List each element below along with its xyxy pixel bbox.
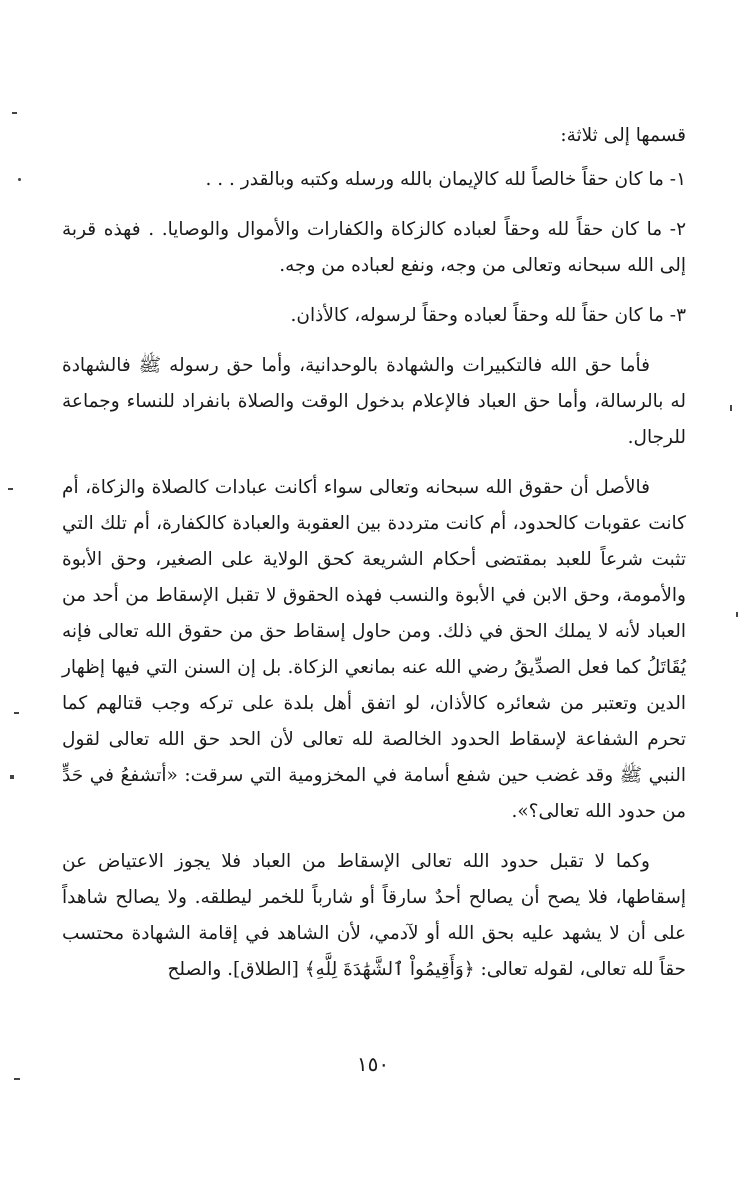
paragraph-hudud-waiver: وكما لا تقبل حدود الله تعالى الإسقاط من العباد فلا يجوز الاعتياض عن إسقاطها، فلا يصح أن يصالح أحدٌ سارقاً أو شارباً للخمر ليطلقه. ولا يصالح شاهداً على أن لا يشهد عليه بحق الله أو لآدمي، لأن الشاهد في إقامة الشهادة محتسب حقاً لله تعالى، لقوله تعالى: ﴿وَأَقِيمُواْ ٱلشَّهَٰدَةَ لِلَّهِ﴾ [الطلاق]. والصلح [62,851,686,980]
intro-line: قسمها إلى ثلاثة: [560,125,686,146]
list-item-2: ٢- ما كان حقاً لله وحقاً لعباده كالزكاة والكفارات والأموال والوصايا. . فهذه قربة إلى الله سبحانه وتعالى من وجه، ونفع لعباده من وجه. [62,219,686,276]
paragraph-rights-of-adhan: فأما حق الله فالتكبيرات والشهادة بالوحدانية، وأما حق رسوله ﷺ فالشهادة له بالرسالة، وأما حق العباد فالإعلام بدخول الوقت والصلاة بانفراد للنساء وجماعة للرجال. [62,355,686,448]
scan-mark [8,488,13,490]
list-item-3: ٣- ما كان حقاً لله وحقاً لعباده وحقاً لرسوله، كالأذان. [290,305,686,326]
scan-mark [14,1078,20,1080]
scan-mark [10,775,14,779]
scan-mark [18,178,21,181]
page-number: ١٥٠ [356,1052,390,1076]
paragraph-rights-of-allah: فالأصل أن حقوق الله سبحانه وتعالى سواء أكانت عبادات كالصلاة والزكاة، أم كانت عقوبات كالحدود، أم كانت مترددة بين العقوبة والعبادة كالكفارة، أم تلك التي تثبت شرعاً للعبد بمقتضى أحكام الشريعة كحق الولاية على الصغير، وحق الأبوة والأمومة، وحق الابن في الأبوة والنسب فهذه الحقوق لا تقبل الإسقاط من أحد من العباد لأنه لا يملك الحق في ذلك. ومن حاول إسقاط حق من حقوق الله تعالى فإنه يُقَاتَلُ كما فعل الصدِّيقُ رضي الله عنه بمانعي الزكاة. بل إن السنن التي فيها إظهار الدين وتعتبر من شعائره كالأذان، لو اتفق أهل بلدة على تركه وجب قتالهم كما تحرم الشفاعة لإسقاط الحدود الخالصة لله تعالى لأن الحد حق الله تعالى لقول النبي ﷺ وقد غضب حين شفع أسامة في المخزومية التي سرقت: «أتشفعُ في حَدٍّ من حدود الله تعالى؟». [62,477,686,822]
scan-mark [736,612,738,617]
scan-mark [12,112,17,114]
list-item-1: ١- ما كان حقاً خالصاً لله كالإيمان بالله ورسله وكتبه وبالقدر . . . [205,169,686,190]
body-text [62,118,686,1002]
scan-mark [14,712,19,714]
scan-mark [730,405,732,411]
